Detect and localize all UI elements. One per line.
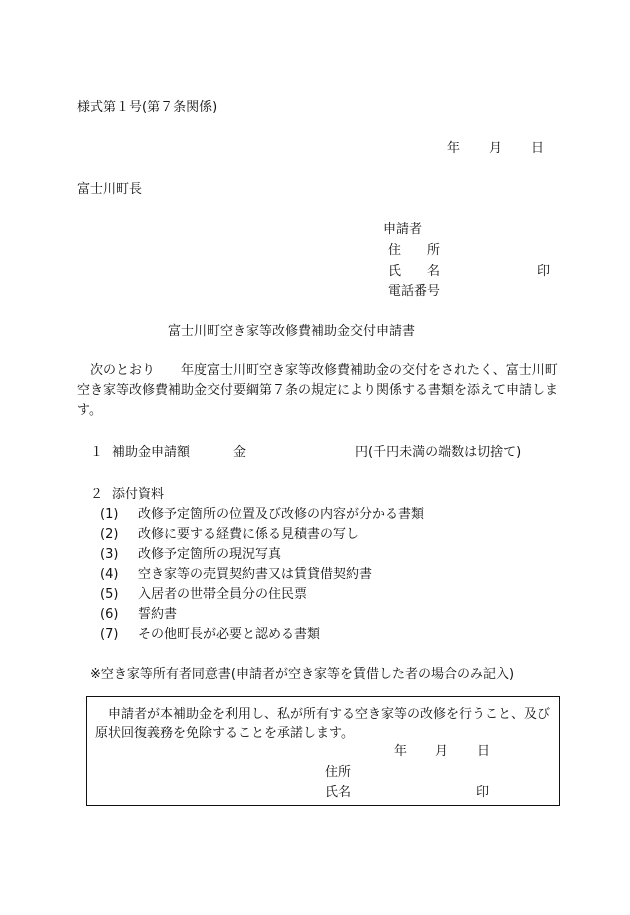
attachment-text: 改修予定箇所の現況写真	[138, 547, 282, 562]
date-month-label: 月	[489, 141, 503, 156]
attachment-number: (6)	[100, 607, 119, 622]
attachment-text: 誓約書	[138, 607, 178, 622]
consent-seal: 印	[476, 785, 490, 800]
applicant-label: 申請者	[383, 222, 423, 237]
item-2-label: 添付資料	[112, 487, 165, 502]
consent-month-label: 月	[435, 744, 449, 759]
item-1-yen-prefix: 金	[233, 445, 247, 460]
item-1-yen-suffix: 円(千円未満の端数は切捨て)	[355, 445, 522, 460]
attachment-text: 改修予定箇所の位置及び改修の内容が分かる書類	[138, 507, 425, 522]
attachment-text: その他町長が必要と認める書類	[138, 627, 321, 642]
date-day-label: 日	[531, 141, 545, 156]
attachment-number: (3)	[100, 547, 119, 562]
attachment-number: (1)	[100, 507, 119, 522]
consent-heading: ※空き家等所有者同意書(申請者が空き家等を賃借した者の場合のみ記入)	[90, 667, 515, 682]
attachment-text: 空き家等の売買契約書又は賃貸借契約書	[138, 567, 373, 582]
applicant-seal: 印	[537, 264, 551, 279]
document-title: 富士川町空き家等改修費補助金交付申請書	[168, 324, 416, 339]
applicant-phone-label: 電話番号	[388, 284, 441, 299]
consent-address-label: 住所	[325, 765, 352, 780]
consent-day-label: 日	[477, 744, 491, 759]
applicant-name-label: 氏 名	[388, 264, 441, 279]
consent-paragraph: 申請者が本補助金を利用し、私が所有する空き家等の改修を行うこと、及び原状回復義務を免除することを承諾します。	[95, 707, 551, 741]
consent-year-label: 年	[394, 744, 408, 759]
attachment-number: (4)	[100, 567, 119, 582]
intro-paragraph: 次のとおり 年度富士川町空き家等改修費補助金の交付をされたく、富士川町空き家等改修費補助金交付要綱第７条の規定により関係する書類を添えて申請します。	[77, 363, 559, 418]
addressee: 富士川町長	[77, 182, 143, 197]
item-1-number: １	[90, 445, 104, 460]
applicant-address-label: 住 所	[388, 243, 441, 258]
attachment-number: (2)	[100, 527, 119, 542]
item-2-number: ２	[90, 487, 104, 502]
consent-box	[86, 696, 560, 806]
attachment-text: 改修に要する経費に係る見積書の写し	[138, 527, 360, 542]
attachment-text: 入居者の世帯全員分の住民票	[138, 587, 308, 602]
consent-name-label: 氏名	[325, 785, 352, 800]
date-year-label: 年	[447, 141, 461, 156]
attachment-number: (7)	[100, 627, 119, 642]
item-1-label: 補助金申請額	[112, 445, 191, 460]
form-number: 様式第１号(第７条関係)	[77, 100, 218, 115]
attachment-number: (5)	[100, 587, 119, 602]
